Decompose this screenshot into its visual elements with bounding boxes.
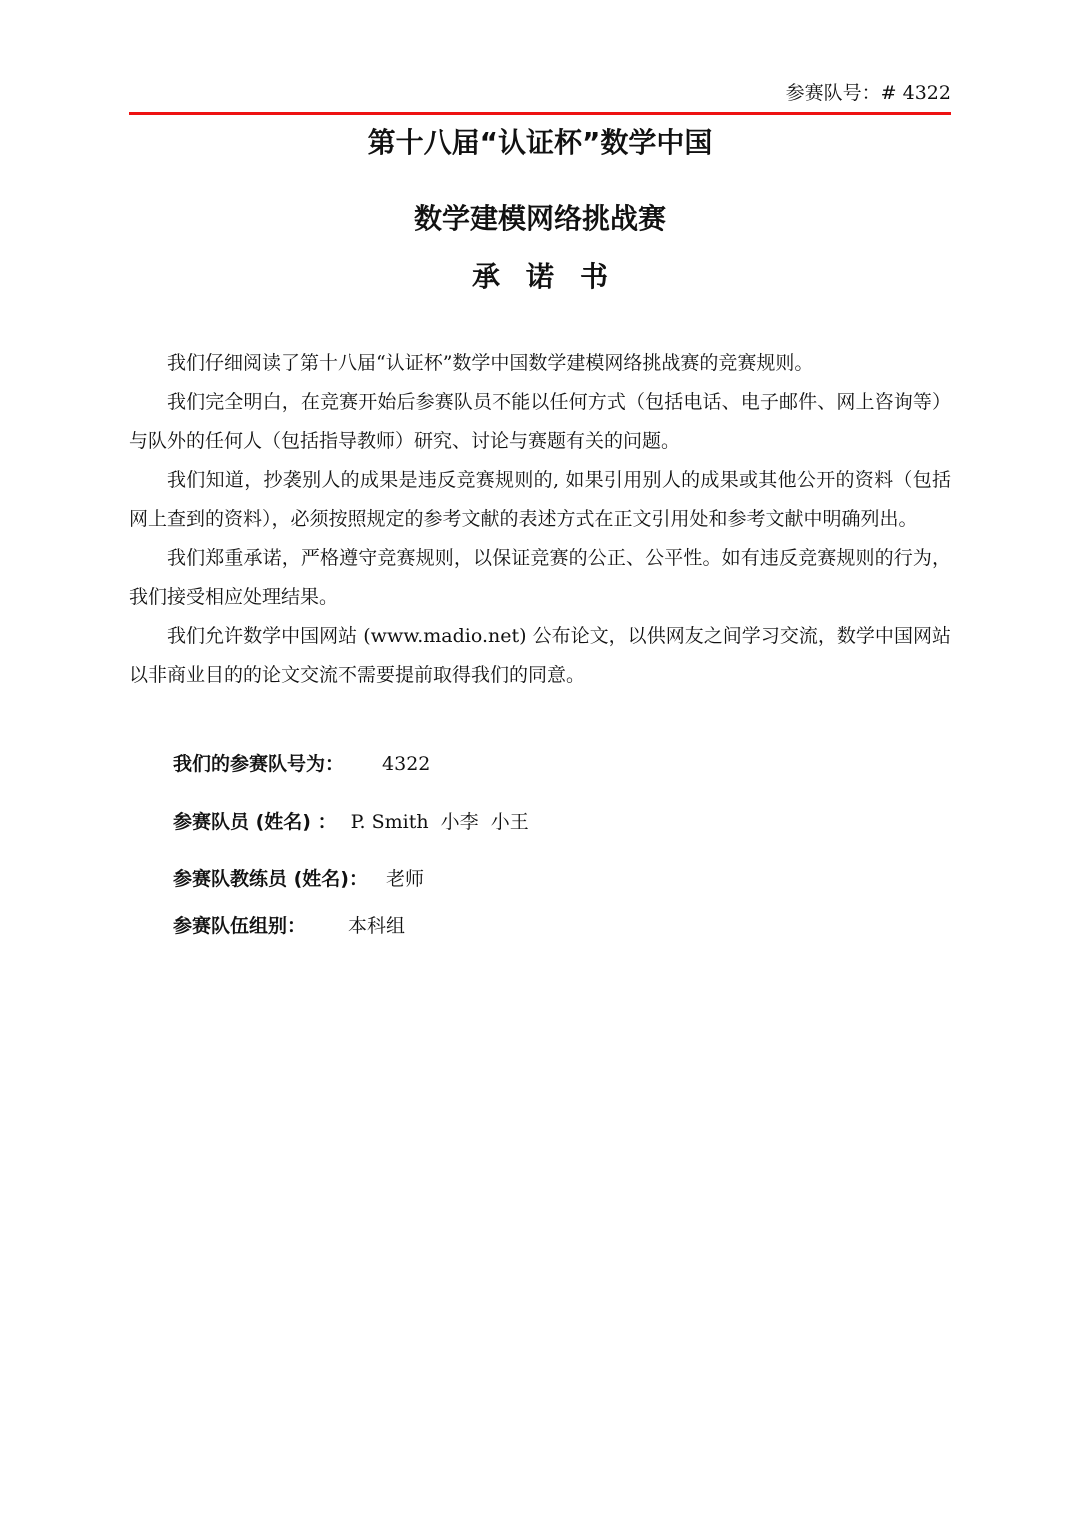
- team-number-row: [173, 750, 430, 778]
- coach-row: [173, 865, 424, 893]
- title-line-2: 数学建模网络挑战赛: [413, 202, 666, 235]
- team-number-label: 我们的参赛队号为：: [173, 753, 345, 775]
- members-value: P. Smith 小李 小王: [350, 811, 529, 833]
- members-row: [173, 808, 529, 836]
- paragraph-4: 我们郑重承诺，严格遵守竞赛规则，以保证竞赛的公正、公平性。如有违反竞赛规则的行为，我们接受相应处理结果。: [129, 547, 951, 608]
- coach-value: 老师: [385, 868, 424, 890]
- group-value: 本科组: [348, 915, 406, 937]
- coach-label: 参赛队教练员 (姓名)：: [173, 868, 368, 890]
- commitment-body: [129, 344, 951, 695]
- group-row: [173, 912, 405, 940]
- group-label: 参赛队伍组别：: [173, 915, 307, 937]
- title-line-3: 承诺书: [471, 260, 634, 293]
- members-label: 参赛队员 (姓名) ：: [173, 811, 337, 833]
- paragraph-2: 我们完全明白，在竞赛开始后参赛队员不能以任何方式（包括电话、电子邮件、网上咨询等）与队外的任何人（包括指导教师）研究、讨论与赛题有关的问题。: [129, 391, 951, 452]
- paragraph-3: 我们知道，抄袭别人的成果是违反竞赛规则的, 如果引用别人的成果或其他公开的资料（包括网上查到的资料），必须按照规定的参考文献的表述方式在正文引用处和参考文献中明确列出。: [129, 469, 951, 530]
- team-number-value: 4322: [382, 753, 431, 775]
- title-line-1: 第十八届“认证杯”数学中国: [367, 126, 713, 159]
- header-red-rule: [129, 112, 951, 115]
- paragraph-1: 我们仔细阅读了第十八届“认证杯”数学中国数学建模网络挑战赛的竞赛规则。: [167, 352, 814, 374]
- header-team-id: 参赛队号：# 4322: [785, 82, 951, 104]
- paragraph-5: 我们允许数学中国网站 (www.madio.net) 公布论文，以供网友之间学习交流，数学中国网站以非商业目的的论文交流不需要提前取得我们的同意。: [129, 625, 951, 686]
